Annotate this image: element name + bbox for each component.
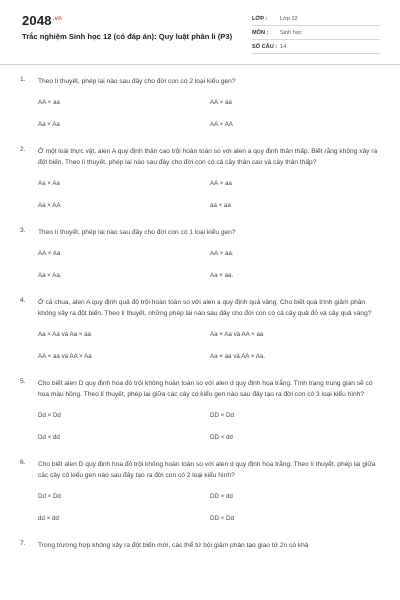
answer-option[interactable]: dd × dd — [38, 515, 59, 522]
question-text: Ở cà chua, alen A quy định quả đỏ trội hoàn toàn so với alen a quy định quả vàng. Cho biết quá trình giảm phân không xảy ra đột biến. Theo lí thuyết, những phép lai nào sau đây cho đời con có cả cây quả đỏ và cây quả vàng? — [38, 299, 372, 317]
answer-option[interactable]: AA × aa — [210, 180, 232, 187]
question-number: 1. — [20, 76, 26, 83]
answer-option[interactable]: Aa × Aa và AA × aa — [210, 331, 264, 338]
question-5 — [0, 378, 400, 442]
info-value: Lớp 12 — [280, 15, 298, 22]
question-6 — [0, 459, 400, 523]
question-text: Cho biết alen D quy định hoa đỏ trội không hoàn toàn so với alen d quy định hoa trắng. Theo lí thuyết, phép lai giữa các cây có kiểu gen nào sau đây tạo ra đời con có 2 loại kiểu hình? — [38, 461, 376, 479]
answer-option[interactable]: Dd × Dd — [38, 412, 61, 419]
question-7 — [0, 540, 400, 551]
question-number: 2. — [20, 146, 26, 153]
answer-option[interactable]: AA × aa — [38, 99, 60, 106]
question-text: Trong trường hợp không xảy ra đột biến mới, các thể tứ bội giảm phân tạo giao tử 2n có khả — [38, 542, 309, 549]
answer-option[interactable]: AA × AA — [210, 121, 233, 128]
logo-text: 2048 — [22, 13, 52, 28]
page-header — [0, 0, 400, 65]
info-row-count — [252, 40, 380, 54]
info-row-subject — [252, 26, 380, 40]
answer-option[interactable]: AA × aa và AA × Aa — [38, 353, 92, 360]
question-4 — [0, 297, 400, 361]
info-table — [252, 12, 380, 54]
question-2 — [0, 146, 400, 210]
question-number: 6. — [20, 459, 26, 466]
question-number: 3. — [20, 227, 26, 234]
answer-options — [38, 180, 380, 210]
site-logo[interactable] — [22, 13, 62, 28]
answer-option[interactable]: Dd × Dd — [38, 493, 61, 500]
question-text: Cho biết alen D quy định hoa đỏ trội không hoàn toàn so với alen d quy định hoa trắng. Tính trạng trung gian sẽ có hoa màu hồng. Theo lí thuyết, phép lai giữa các cây có kiểu gen nào sau đây tạo ra đời con có 3 loại kiểu hình? — [38, 380, 373, 398]
question-text: Theo lí thuyết, phép lai nào sau đây cho đời con có 1 loại kiểu gen? — [38, 229, 236, 236]
question-text: Theo lí thuyết, phép lai nào sau đây cho đời con có 2 loại kiểu gen? — [38, 78, 236, 85]
info-value: 14 — [280, 43, 287, 50]
question-number: 7. — [20, 540, 26, 547]
answer-option[interactable]: DD × Dd — [210, 412, 234, 419]
answer-option[interactable]: DD × Dd — [210, 515, 234, 522]
answer-option[interactable]: Aa × Aa — [38, 180, 60, 187]
question-3 — [0, 227, 400, 280]
page-title: Trắc nghiệm Sinh học 12 (có đáp án): Quy luật phân li (P3) — [22, 32, 233, 41]
question-text: Ở một loài thực vật, alen A quy định thân cao trội hoàn toàn so với alen a quy định thân thấp. Biết rằng không xảy ra đột biến. Theo lí thuyết, phép lai nào sau đây cho đời con có cả cây thân cao và cây thân thấp? — [38, 148, 378, 166]
answer-options — [38, 412, 380, 442]
answer-options — [38, 250, 380, 280]
logo-suffix: .vn — [52, 15, 63, 22]
answer-option[interactable]: Dd × dd — [38, 434, 60, 441]
answer-option[interactable]: Aa × Aa và Aa × aa — [38, 331, 91, 338]
info-key: MÔN : — [252, 29, 269, 36]
answer-option[interactable]: DD × dd — [210, 434, 233, 441]
question-number: 5. — [20, 378, 26, 385]
answer-options — [38, 99, 380, 129]
question-list — [0, 76, 400, 568]
info-row-grade — [252, 12, 380, 26]
answer-option[interactable]: Aa × aa. — [210, 272, 234, 279]
answer-options — [38, 331, 380, 361]
answer-option[interactable]: DD × dd — [210, 493, 233, 500]
answer-option[interactable]: Aa × Aa — [38, 121, 60, 128]
answer-option[interactable]: AA × aa. — [210, 250, 234, 257]
answer-option[interactable]: Aa × Aa. — [38, 272, 62, 279]
info-value: Sinh học — [280, 29, 302, 36]
question-1 — [0, 76, 400, 129]
question-number: 4. — [20, 297, 26, 304]
answer-option[interactable]: Aa × aa và AA × Aa. — [210, 353, 266, 360]
info-key: SỐ CÂU : — [252, 43, 278, 50]
answer-option[interactable]: AA × aa — [210, 99, 232, 106]
info-key: LỚP : — [252, 15, 268, 22]
answer-options — [38, 493, 380, 523]
answer-option[interactable]: AA × Aa — [38, 250, 61, 257]
answer-option[interactable]: Aa × AA — [38, 202, 61, 209]
answer-option[interactable]: aa × aa — [210, 202, 231, 209]
